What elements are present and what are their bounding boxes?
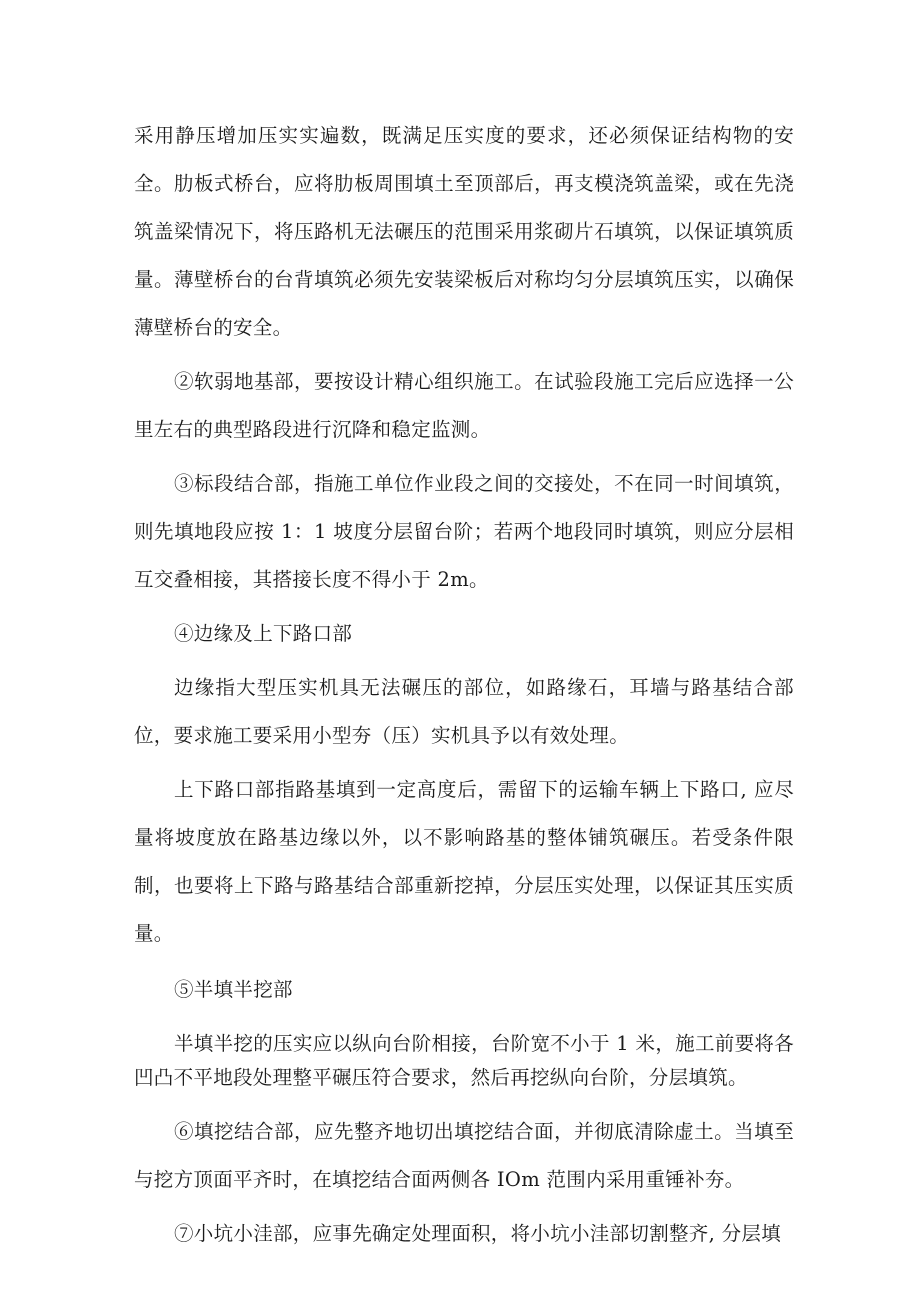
paragraph-section-junction: ③标段结合部，指施工单位作业段之间的交接处，不在同一时间填筑，则先填地段应按 1：1 坡度分层留台阶；若两个地段同时填筑，则应分层相互交叠相接，其搭接长度不得小于 2m。 [134, 472, 794, 591]
paragraph-half-fill-half-cut: 半填半挖的压实应以纵向台阶相接，台阶宽不小于 1 米，施工前要将各凹凸不平地段处理整平碾压符合要求，然后再挖纵向台阶，分层填筑。 [134, 1032, 794, 1089]
paragraph-bridge-abutment: 采用静压增加压实实遍数，既满足压实度的要求，还必须保证结构物的安全。肋板式桥台，应将肋板周围填土至顶部后，再支模浇筑盖梁，或在先浇筑盖梁情况下，将压路机无法碾压的范围采用浆砌片石填筑，以保证填筑质量。薄壁桥台的台背填筑必须先安装梁板后对称均匀分层填筑压实，以确保薄壁桥台的安全。 [134, 124, 794, 339]
document-body [134, 112, 794, 1258]
paragraph-ramp: 上下路口部指路基填到一定高度后，需留下的运输车辆上下路口, 应尽量将坡度放在路基边缘以外，以不影响路基的整体铺筑碾压。若受条件限制，也要将上下路与路基结合部重新挖掉，分层压实处理，以保证其压实质量。 [134, 778, 794, 945]
paragraph-fill-cut-junction: ⑥填挖结合部，应先整齐地切出填挖结合面，并彻底清除虚土。当填至与挖方顶面平齐时，在填挖结合面两侧各 IOm 范围内采用重锤补夯。 [134, 1120, 794, 1191]
paragraph-soft-foundation: ②软弱地基部，要按设计精心组织施工。在试验段施工完后应选择一公里左右的典型路段进行沉降和稳定监测。 [134, 370, 794, 441]
paragraph-edge: 边缘指大型压实机具无法碾压的部位，如路缘石，耳墙与路基结合部位，要求施工要采用小型夯（压）实机具予以有效处理。 [134, 676, 794, 747]
paragraph-small-pits: ⑦小坑小洼部，应事先确定处理面积，将小坑小洼部切割整齐, 分层填 [174, 1222, 781, 1245]
heading-half-fill-half-cut: ⑤半填半挖部 [174, 978, 293, 1001]
heading-edge-and-ramp: ④边缘及上下路口部 [174, 622, 353, 645]
